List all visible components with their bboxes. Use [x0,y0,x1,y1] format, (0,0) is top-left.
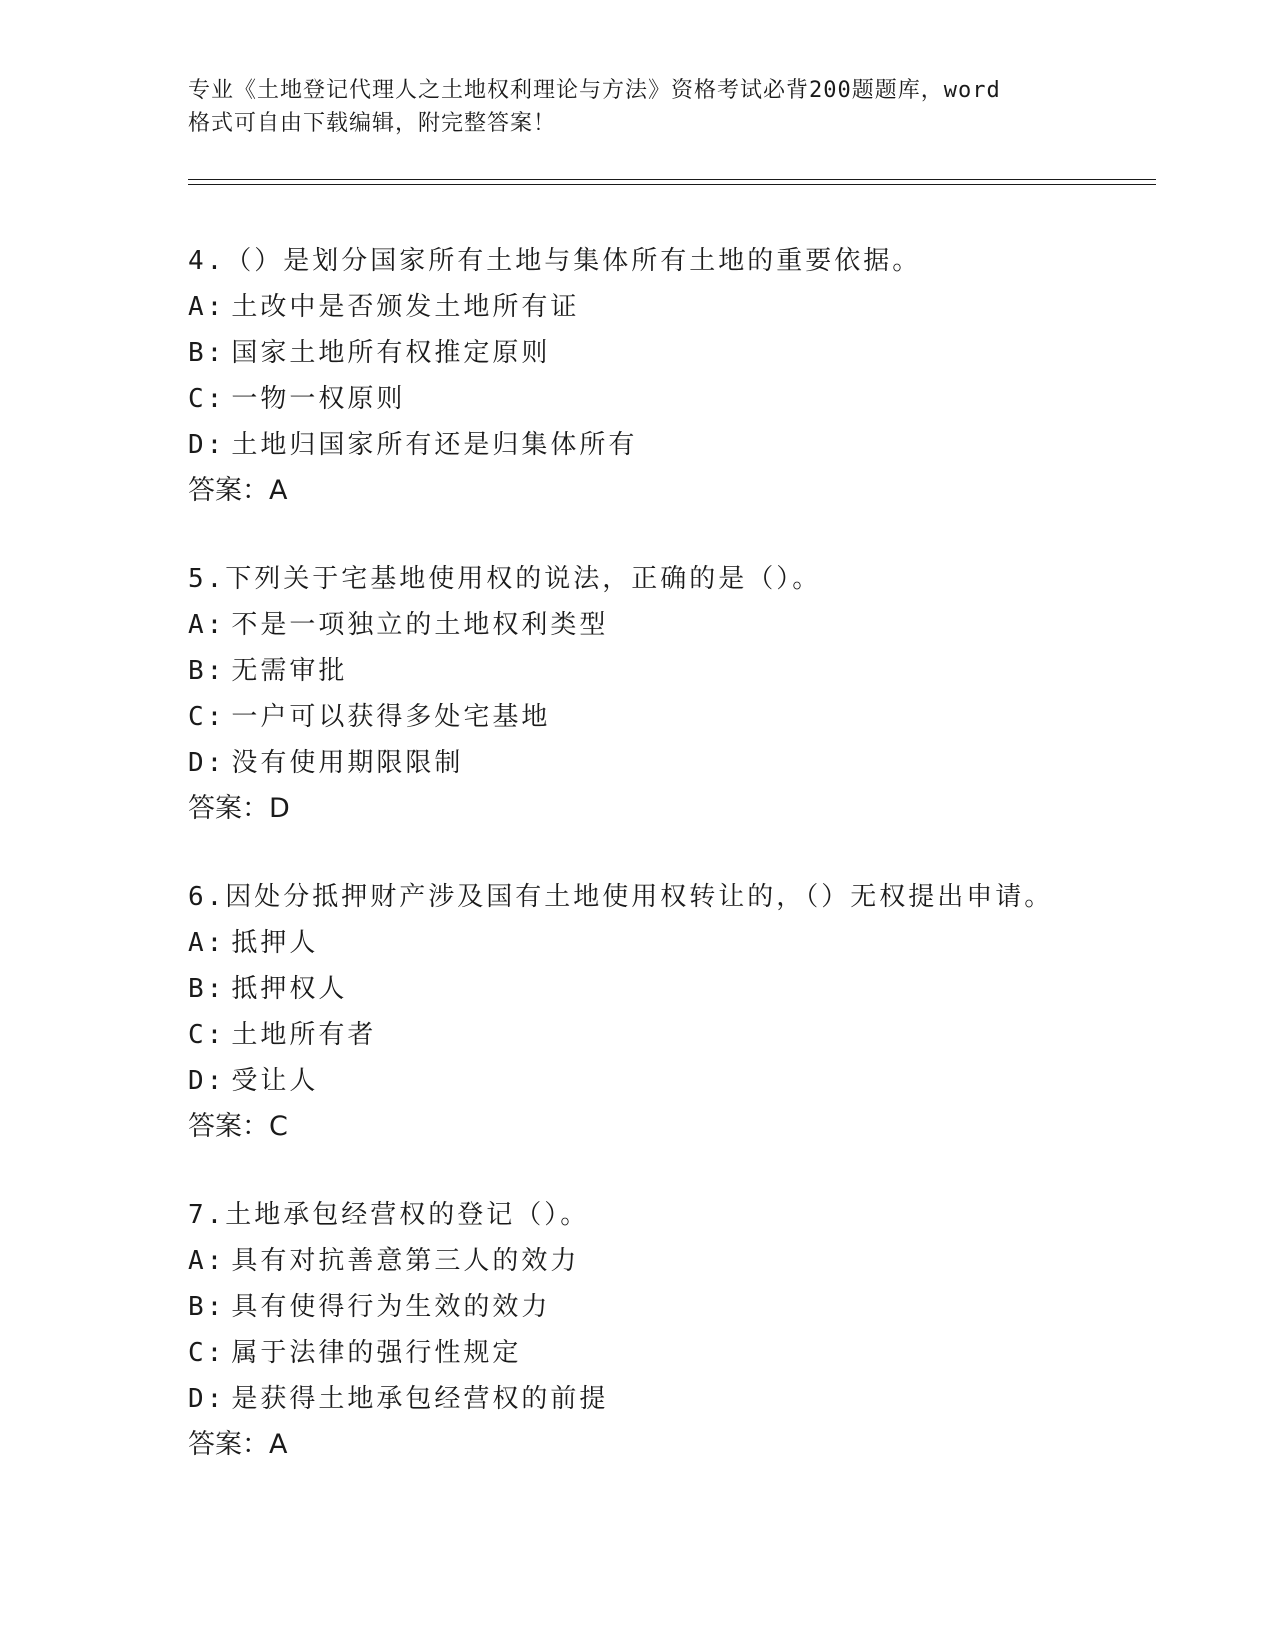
answer-line: 答案：A [188,1429,288,1460]
option-letter: C: [188,1020,226,1050]
option-a [188,1238,1156,1284]
answer-line: 答案：C [188,1111,288,1142]
option-b [188,966,1156,1012]
question-stem: 6.因处分抵押财产涉及国有土地使用权转让的，（）无权提出申请。 [188,882,1054,912]
option-letter: B: [188,1292,226,1322]
option-letter: A: [188,292,226,322]
question-stem: 4.（）是划分国家所有土地与集体所有土地的重要依据。 [188,246,922,276]
option-letter: C: [188,384,226,414]
header-divider-bottom [188,184,1156,185]
option-letter: A: [188,928,226,958]
option-text: 受让人 [231,1066,319,1096]
header-line-1: 专业《土地登记代理人之土地权利理论与方法》资格考试必背200题题库，word [188,78,1001,103]
option-text: 土地所有者 [231,1020,377,1050]
option-text: 一户可以获得多处宅基地 [231,702,551,732]
question-7 [188,1192,1156,1468]
option-text: 国家土地所有权推定原则 [231,338,551,368]
option-letter: D: [188,1384,226,1414]
option-c [188,1012,1156,1058]
option-d [188,422,1156,468]
option-b [188,648,1156,694]
option-letter: B: [188,338,226,368]
option-d [188,740,1156,786]
question-stem: 5.下列关于宅基地使用权的说法，正确的是（）。 [188,564,822,594]
option-text: 具有对抗善意第三人的效力 [231,1246,580,1276]
question-5 [188,556,1156,832]
option-a [188,284,1156,330]
header-divider-top [188,179,1156,180]
question-list [188,238,1156,1510]
option-letter: B: [188,656,226,686]
option-text: 是获得土地承包经营权的前提 [231,1384,609,1414]
option-letter: D: [188,748,226,778]
option-text: 抵押人 [231,928,319,958]
option-letter: D: [188,1066,226,1096]
option-letter: C: [188,1338,226,1368]
option-text: 一物一权原则 [231,384,406,414]
option-letter: C: [188,702,226,732]
option-d [188,1058,1156,1104]
option-d [188,1376,1156,1422]
option-a [188,920,1156,966]
option-letter: A: [188,610,226,640]
answer-line: 答案：A [188,475,288,506]
option-text: 土地归国家所有还是归集体所有 [231,430,638,460]
option-a [188,602,1156,648]
option-letter: D: [188,430,226,460]
header-line-2: 格式可自由下载编辑，附完整答案！ [188,111,557,136]
option-c [188,694,1156,740]
option-text: 无需审批 [231,656,348,686]
option-c [188,376,1156,422]
option-text: 不是一项独立的土地权利类型 [231,610,609,640]
option-c [188,1330,1156,1376]
document-header [188,74,1068,140]
option-letter: A: [188,1246,226,1276]
option-text: 抵押权人 [231,974,348,1004]
answer-line: 答案：D [188,793,290,824]
option-text: 具有使得行为生效的效力 [231,1292,551,1322]
question-6 [188,874,1156,1150]
option-text: 没有使用期限限制 [231,748,464,778]
option-letter: B: [188,974,226,1004]
option-text: 属于法律的强行性规定 [231,1338,522,1368]
option-text: 土改中是否颁发土地所有证 [231,292,580,322]
option-b [188,1284,1156,1330]
option-b [188,330,1156,376]
question-stem: 7.土地承包经营权的登记（）。 [188,1200,590,1230]
question-4 [188,238,1156,514]
